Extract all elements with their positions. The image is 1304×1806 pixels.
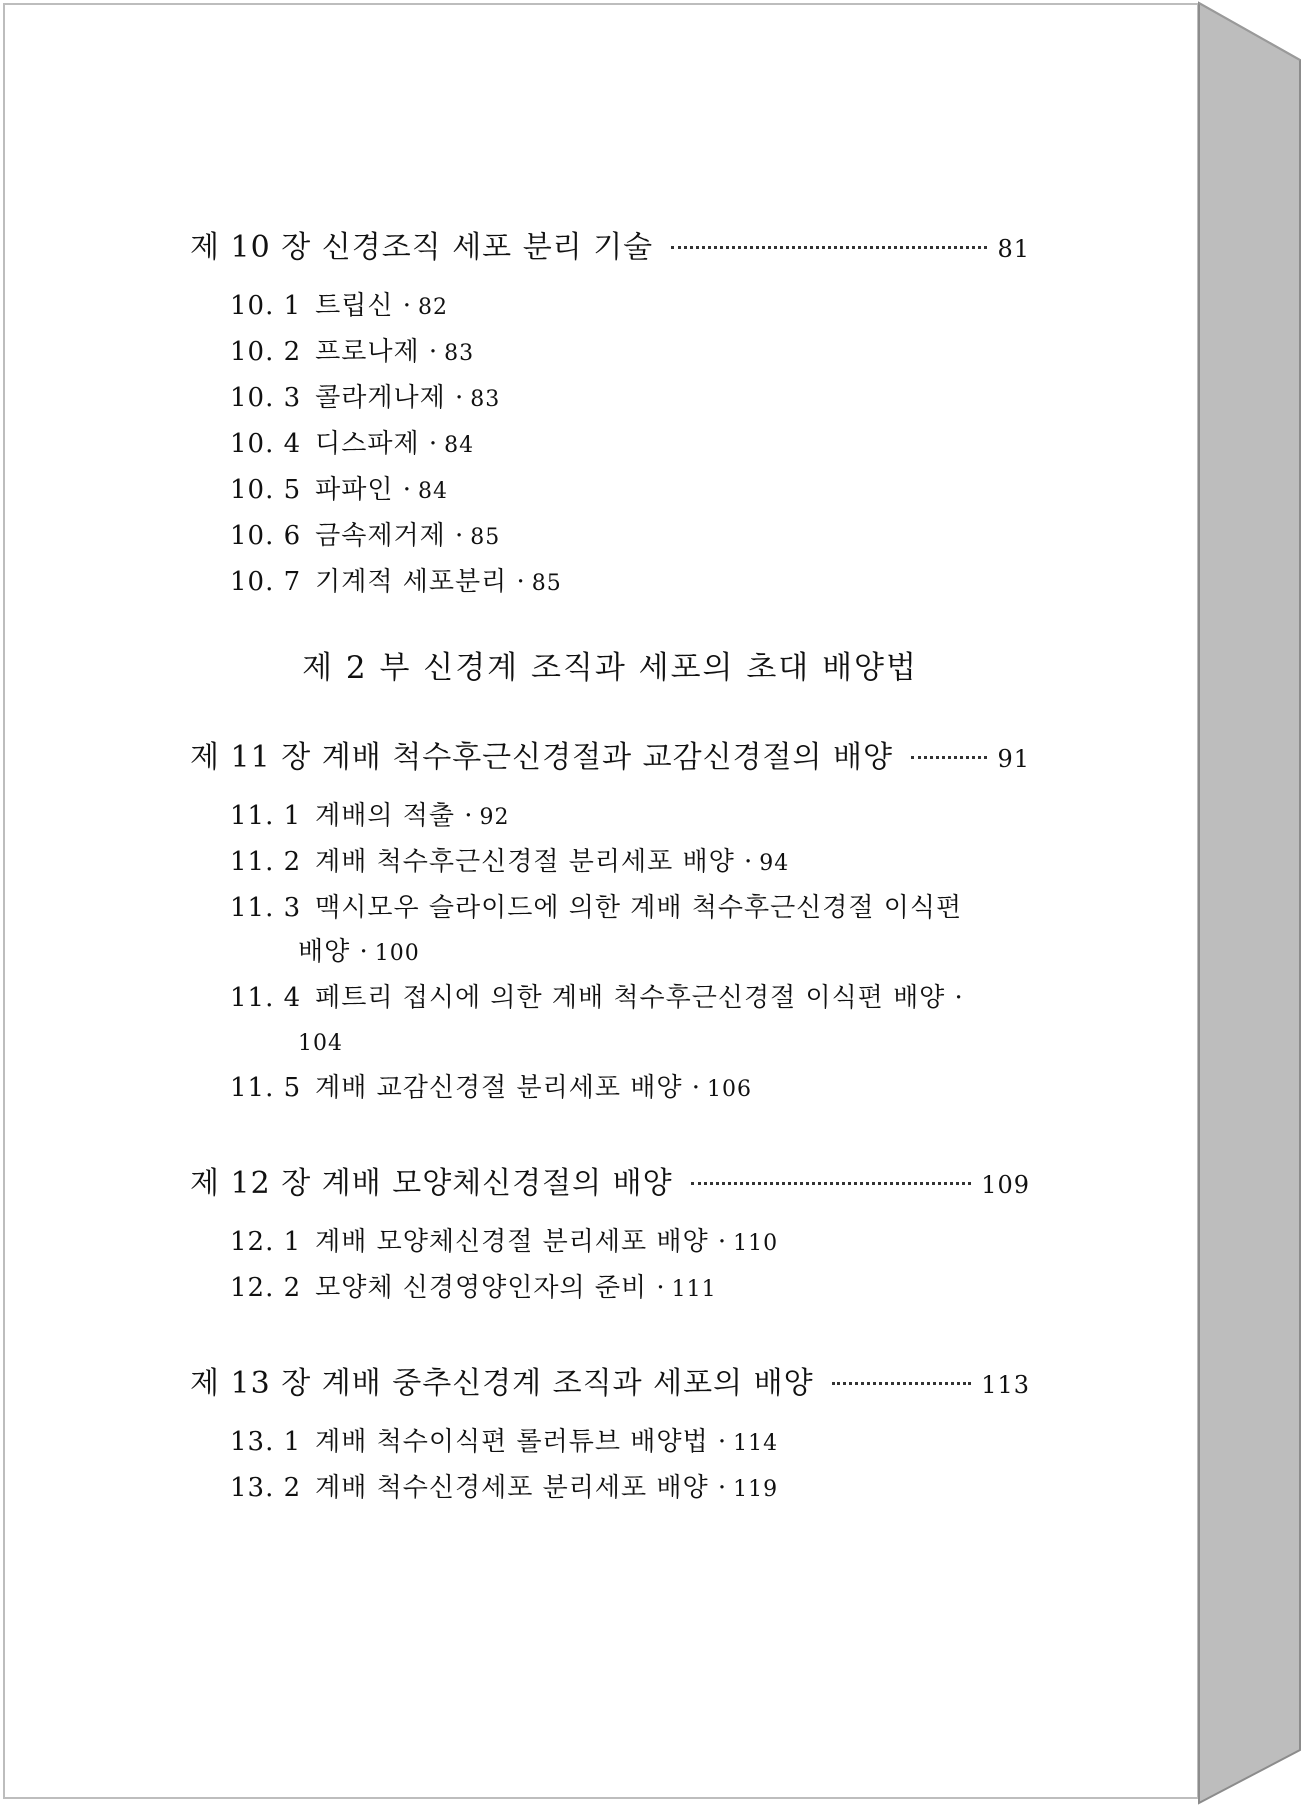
section-page: 119 (733, 1477, 779, 1502)
section-number: 10. 3 (230, 383, 302, 413)
toc-section[interactable]: 11. 3 맥시모우 슬라이드에 의한 계배 척수후근신경절 이식편 배양 · 100 (230, 893, 963, 967)
toc-chapter[interactable] (190, 222, 1030, 266)
toc-section[interactable]: 11. 5 계배 교감신경절 분리세포 배양 · 106 (230, 1073, 752, 1103)
section-page: 110 (733, 1231, 779, 1256)
table-of-contents (190, 222, 1030, 1512)
section-title-continued: 배양 (298, 937, 351, 967)
toc-section[interactable]: 10. 5 파파인 · 84 (230, 475, 449, 505)
chapter-page: 81 (997, 235, 1030, 263)
section-page: 83 (470, 387, 501, 412)
section-title: 디스파제 (315, 429, 420, 459)
toc-section[interactable]: 11. 1 계배의 적출 · 92 (230, 801, 510, 831)
chapter-title: 제 11 장 계배 척수후근신경절과 교감신경절의 배양 (190, 740, 893, 775)
section-number: 11. 4 (230, 983, 302, 1013)
section-number: 11. 3 (230, 893, 302, 923)
chapter-page: 109 (981, 1171, 1030, 1199)
section-number: 10. 2 (230, 337, 302, 367)
section-page: 84 (444, 433, 475, 458)
chapter-page: 113 (981, 1371, 1030, 1399)
section-title: 금속제거제 (315, 521, 446, 551)
toc-section[interactable]: 13. 2 계배 척수신경세포 분리세포 배양 · 119 (230, 1473, 779, 1503)
section-number: 10. 1 (230, 291, 302, 321)
dot-leader (671, 246, 987, 249)
toc-section[interactable]: 10. 2 프로나제 · 83 (230, 337, 475, 367)
section-title: 계배 척수이식편 롤러튜브 배양법 (315, 1427, 709, 1457)
section-number: 11. 2 (230, 847, 302, 877)
toc-section[interactable]: 10. 6 금속제거제 · 85 (230, 521, 501, 551)
section-page: 104 (298, 1031, 343, 1056)
section-title: 계배 모양체신경절 분리세포 배양 (315, 1227, 709, 1257)
section-title: 계배의 적출 (315, 801, 456, 831)
section-number: 10. 4 (230, 429, 302, 459)
section-title: 트립신 (315, 291, 394, 321)
section-page: 92 (479, 805, 510, 830)
chapter-title: 제 10 장 신경조직 세포 분리 기술 (190, 230, 654, 265)
section-title: 프로나제 (315, 337, 420, 367)
section-page: 85 (470, 525, 501, 550)
toc-chapter[interactable] (190, 1358, 1030, 1402)
section-title: 계배 척수후근신경절 분리세포 배양 (315, 847, 735, 877)
section-title: 기계적 세포분리 (315, 567, 508, 597)
section-number: 10. 5 (230, 475, 302, 505)
section-page: 114 (733, 1431, 779, 1456)
section-page: 84 (418, 479, 449, 504)
section-page: 85 (531, 571, 562, 596)
section-number: 13. 2 (230, 1473, 302, 1503)
section-number: 13. 1 (230, 1427, 302, 1457)
section-page: 111 (671, 1277, 717, 1302)
section-title: 계배 척수신경세포 분리세포 배양 (315, 1473, 709, 1503)
toc-section[interactable]: 12. 2 모양체 신경영양인자의 준비 · 111 (230, 1273, 717, 1303)
section-number: 12. 1 (230, 1227, 302, 1257)
section-number: 10. 7 (230, 567, 302, 597)
toc-section[interactable]: 10. 3 콜라게나제 · 83 (230, 383, 501, 413)
dot-leader (691, 1182, 972, 1185)
section-page: 94 (759, 851, 790, 876)
part-heading: 제 2 부 신경계 조직과 세포의 초대 배양법 (302, 650, 918, 686)
section-title: 콜라게나제 (315, 383, 446, 413)
toc-section[interactable]: 13. 1 계배 척수이식편 롤러튜브 배양법 · 114 (230, 1427, 779, 1457)
dot-leader (911, 756, 987, 759)
chapter-page: 91 (997, 745, 1030, 773)
section-title: 모양체 신경영양인자의 준비 (315, 1273, 648, 1303)
toc-section[interactable]: 11. 2 계배 척수후근신경절 분리세포 배양 · 94 (230, 847, 790, 877)
section-page: 83 (444, 341, 475, 366)
section-page: 106 (707, 1077, 752, 1102)
toc-chapter[interactable] (190, 732, 1030, 776)
section-number: 12. 2 (230, 1273, 302, 1303)
toc-section[interactable]: 10. 1 트립신 · 82 (230, 291, 449, 321)
toc-chapter[interactable] (190, 1158, 1030, 1202)
toc-section[interactable]: 10. 4 디스파제 · 84 (230, 429, 475, 459)
toc-section[interactable]: 10. 7 기계적 세포분리 · 85 (230, 567, 562, 597)
section-title: 계배 교감신경절 분리세포 배양 (315, 1073, 683, 1103)
section-number: 10. 6 (230, 521, 302, 551)
section-number: 11. 5 (230, 1073, 302, 1103)
section-title: 맥시모우 슬라이드에 의한 계배 척수후근신경절 이식편 (315, 893, 963, 923)
toc-section[interactable]: 12. 1 계배 모양체신경절 분리세포 배양 · 110 (230, 1227, 779, 1257)
toc-section[interactable]: 11. 4 페트리 접시에 의한 계배 척수후근신경절 이식편 배양 · 104 (230, 983, 964, 1056)
section-number: 11. 1 (230, 801, 302, 831)
section-title: 파파인 (315, 475, 394, 505)
chapter-title: 제 13 장 계배 중추신경계 조직과 세포의 배양 (190, 1366, 814, 1401)
dot-leader (832, 1382, 972, 1385)
section-page: 82 (418, 295, 449, 320)
section-title: 페트리 접시에 의한 계배 척수후근신경절 이식편 배양 (315, 983, 946, 1013)
chapter-title: 제 12 장 계배 모양체신경절의 배양 (190, 1166, 673, 1201)
section-page: 100 (374, 941, 420, 966)
